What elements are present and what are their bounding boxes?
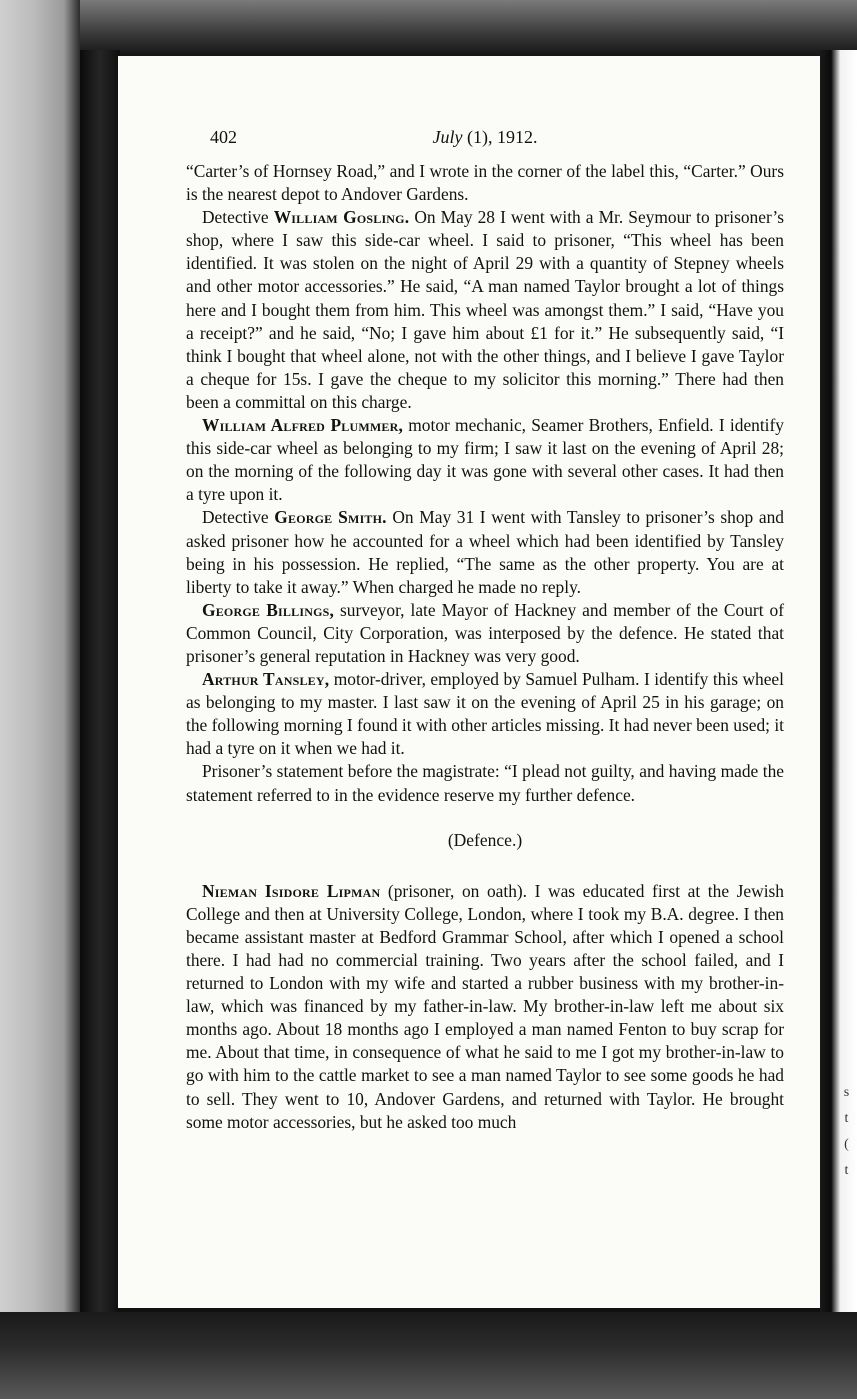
paragraph-statement <box>186 760 784 806</box>
paragraph-text: surveyor, late Mayor of Hackney and member of the Court of Common Council, City Corporation, was interposed by the defence. He stated that prisoner’s general reputation in Hackney was very good. <box>186 599 785 666</box>
scan-frame-top <box>0 0 857 56</box>
witness-name: George Smith. <box>274 507 387 528</box>
scan-frame-left <box>0 0 80 1399</box>
margin-mark: t <box>844 1111 849 1126</box>
running-title <box>186 126 784 149</box>
witness-prefix: Detective <box>202 207 274 228</box>
paragraph-text: motor mechanic, Seamer Brothers, Enfield. I identify this side-car wheel as belonging to my firm; I saw it last on the evening of April 28; on the morning of the following day it was gone with several other cases. It had then a tyre upon it. <box>186 415 785 505</box>
book-spine-shadow <box>80 50 120 1320</box>
margin-mark: ( <box>844 1137 849 1152</box>
page-number: 402 <box>210 127 237 147</box>
witness-name: Arthur Tansley, <box>202 669 330 690</box>
facing-page-margin-marks <box>836 1080 857 1240</box>
paragraph-lipman <box>186 880 784 1134</box>
witness-name: William Alfred Plummer, <box>202 415 404 436</box>
document-page <box>118 56 820 1308</box>
paragraph-carter <box>186 160 784 206</box>
witness-name: William Gosling. <box>273 207 410 228</box>
witness-name: George Billings, <box>202 599 335 620</box>
paragraph-text: Prisoner’s statement before the magistrate: “I plead not guilty, and having made the statement referred to in the evidence reserve my further defence. <box>186 761 784 805</box>
paragraph-tansley <box>186 668 784 760</box>
paragraph-billings <box>186 599 784 668</box>
section-heading-defence: (Defence.) <box>447 829 523 850</box>
witness-name: Nieman Isidore Lipman <box>202 880 381 901</box>
paragraph-smith <box>186 506 784 598</box>
paragraph-text: (prisoner, on oath). I was educated first at the Jewish College and then at University College, London, where I took my B.A. degree. I then became assistant master at Bedford Grammar School, after which I opened a school there. I had had no commercial training. Two years after the school failed, and I returned to London with my wife and started a rubber business with my brother-in-law, which was financed by my father-in-law. My brother-in-law left me about six months ago. About 18 months ago I employed a man named Fenton to buy scrap for me. About that time, in consequence of what he said to me I got my brother-in-law to go with him to the cattle market to see a man named Taylor to see some goods he had to sell. They went to 10, Andover Gardens, and returned with Taylor. He brought some motor accessories, but he asked too much <box>186 880 784 1132</box>
margin-mark: t <box>844 1163 849 1178</box>
paragraph-gosling <box>186 206 784 414</box>
paragraph-text: motor-driver, employed by Samuel Pulham. I identify this wheel as belonging to my master. I last saw it on the evening of April 25 in his garage; on the following morning I found it with other articles missing. It had never been used; it had a tyre on it when we had it. <box>186 669 784 759</box>
scan-frame-bottom <box>0 1312 857 1399</box>
paragraph-text: On May 31 I went with Tansley to prisoner’s shop and asked prisoner how he accounted for a wheel which had been identified by Tansley being in his possession. He replied, “The same as the other property. You are at liberty to take it away.” When charged he made no reply. <box>186 507 784 597</box>
running-title-date: (1), 1912. <box>462 127 538 147</box>
page-content <box>186 126 784 1134</box>
paragraph-plummer <box>186 414 784 506</box>
paragraph-text: “Carter’s of Hornsey Road,” and I wrote in the corner of the label this, “Carter.” Ours is the nearest depot to Andover Gardens. <box>186 161 784 205</box>
running-title-month: July <box>432 127 463 147</box>
paragraph-text: On May 28 I went with a Mr. Seymour to prisoner’s shop, where I saw this side-car wheel. I said to prisoner, “This wheel has been identified. It was stolen on the night of April 29 with a quantity of Stepney wheels and other motor accessories.” He said, “A man named Taylor brought a lot of things here and I bought them from him. This wheel was amongst them.” I said, “Have you a receipt?” and he said, “No; I gave him about £1 for it.” He subsequently said, “I think I bought that wheel alone, not with the other things, and I believe I gave Taylor a cheque for 15s. I gave the cheque to my solicitor this morning.” There had then been a committal on this charge. <box>186 207 784 412</box>
margin-mark: s <box>843 1085 850 1100</box>
running-header <box>186 126 784 160</box>
witness-prefix: Detective <box>202 507 275 528</box>
